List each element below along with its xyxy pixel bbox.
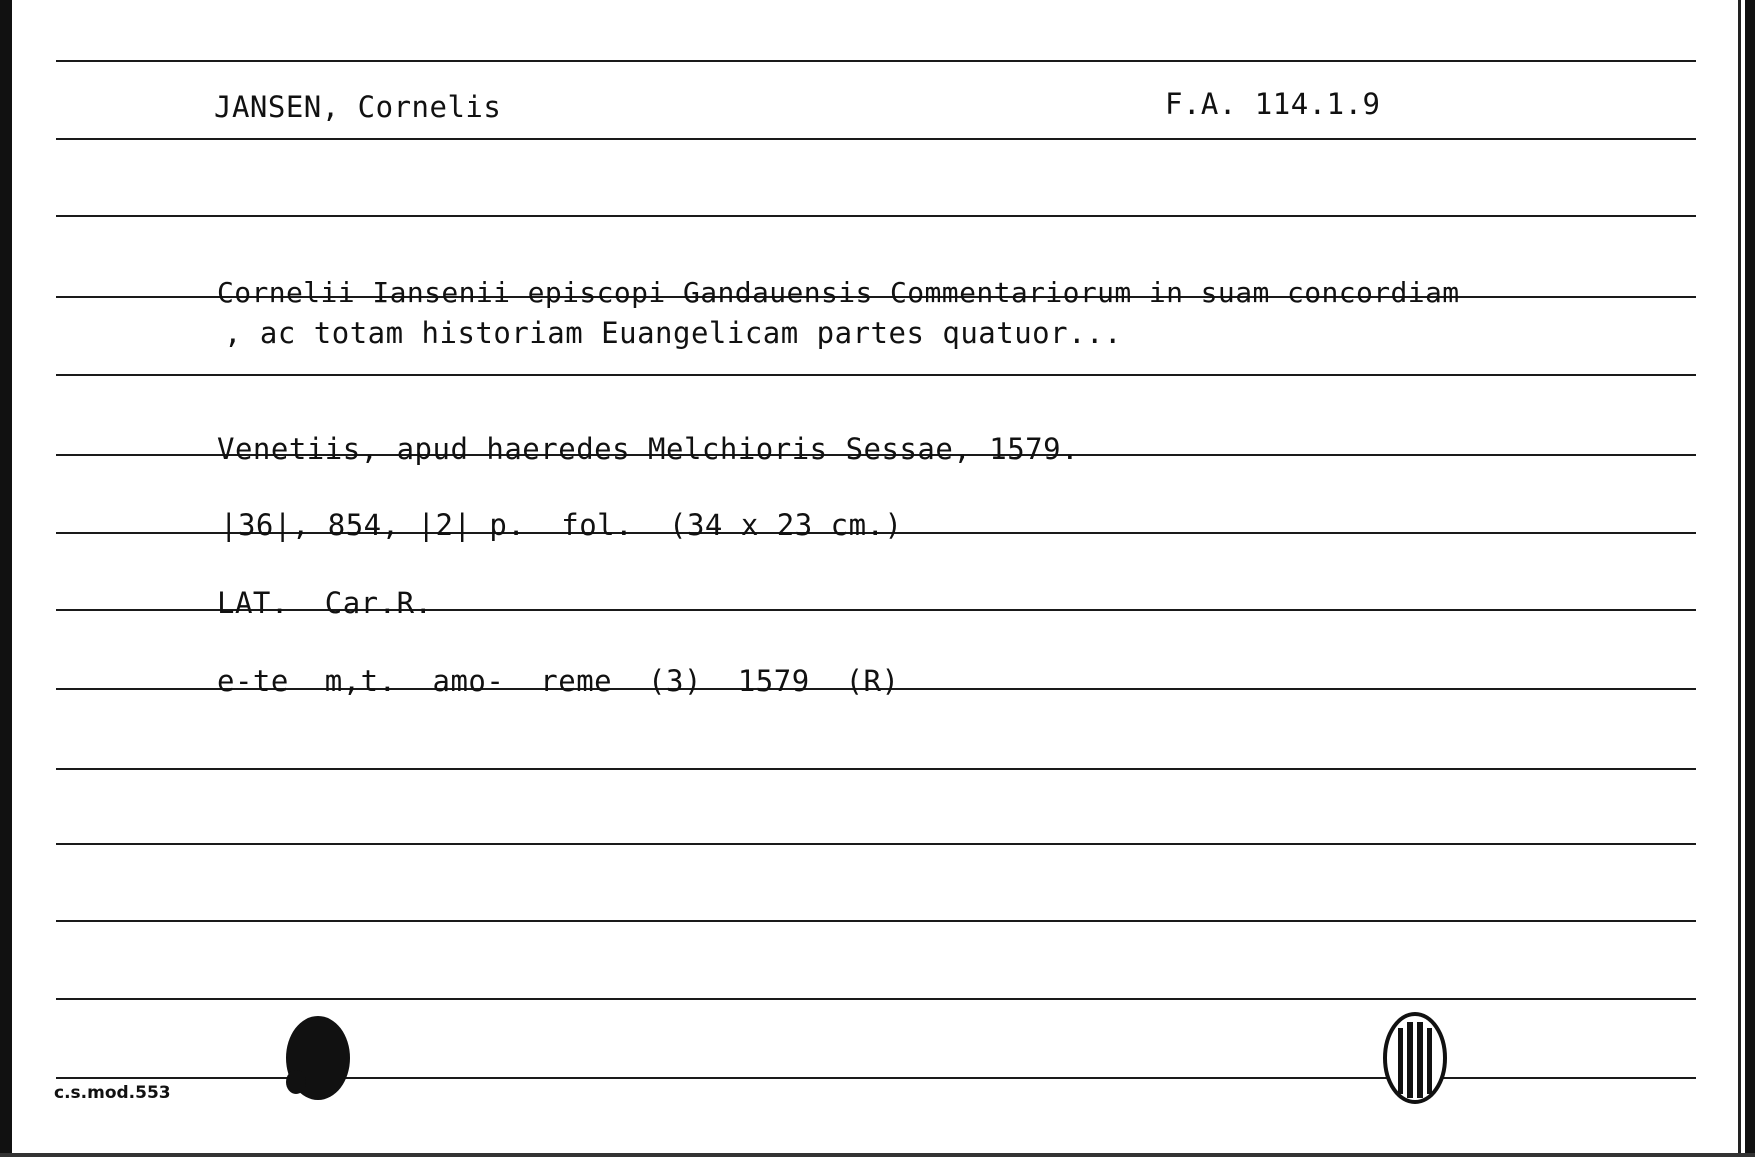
ruled-line bbox=[56, 768, 1696, 770]
title-line-1: Cornelii Iansenii episcopi Gandauensis Commentariorum in suam concordiam bbox=[217, 276, 1460, 309]
ruled-line bbox=[56, 843, 1696, 845]
imprint: Venetiis, apud haeredes Melchioris Sessae, 1579. bbox=[217, 432, 1080, 466]
ruled-line bbox=[56, 60, 1696, 62]
form-code: c.s.mod.553 bbox=[54, 1083, 171, 1103]
fingerprint: e-te m,t. amo- reme (3) 1579 (R) bbox=[217, 664, 900, 698]
language-note: LAT. Car.R. bbox=[217, 586, 433, 620]
punch-hole-right bbox=[1376, 1010, 1454, 1104]
shelfmark: F.A. 114.1.9 bbox=[1165, 87, 1381, 121]
card-left-edge bbox=[0, 0, 12, 1157]
ruled-line bbox=[56, 215, 1696, 217]
card-right-edge bbox=[1745, 0, 1755, 1157]
ruled-line bbox=[56, 138, 1696, 140]
title-line-2: , ac totam historiam Euangelicam partes quatuor... bbox=[224, 316, 1122, 350]
ruled-line bbox=[56, 920, 1696, 922]
author-heading: JANSEN, Cornelis bbox=[214, 90, 502, 124]
card-bottom-edge bbox=[0, 1153, 1755, 1157]
card-right-border bbox=[1738, 0, 1741, 1157]
collation: |36|, 854, |2| p. fol. (34 x 23 cm.) bbox=[220, 508, 903, 542]
punch-hole-left bbox=[278, 1012, 354, 1104]
ruled-line bbox=[56, 998, 1696, 1000]
ruled-line bbox=[56, 374, 1696, 376]
